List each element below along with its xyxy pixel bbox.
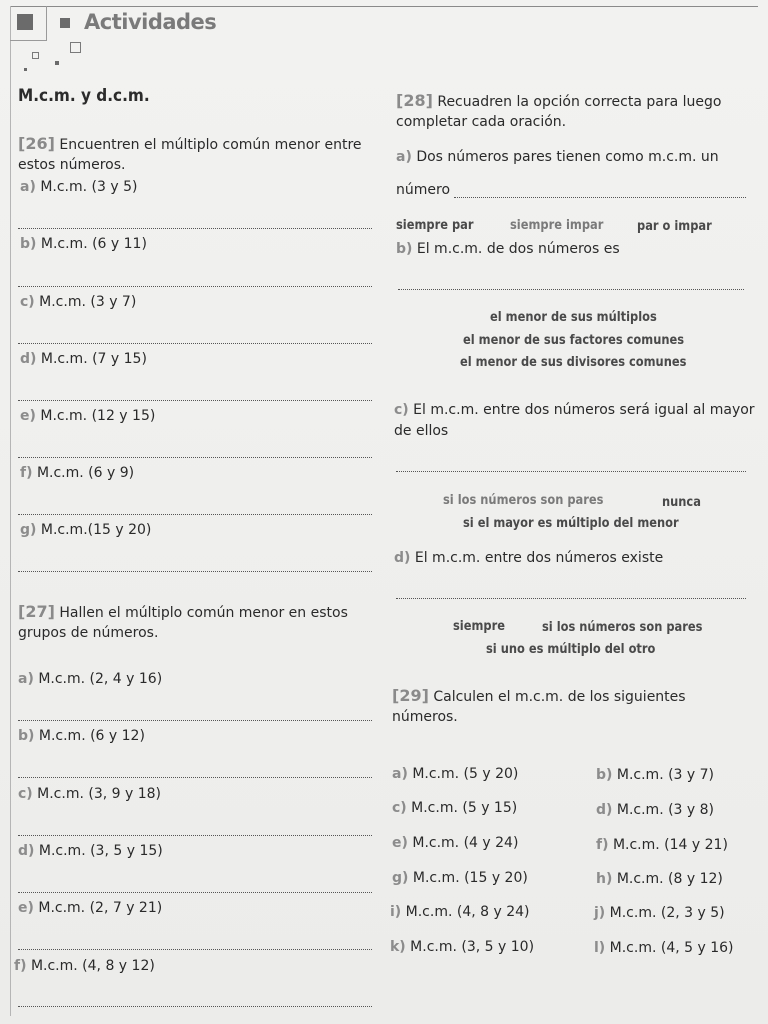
option-choice[interactable]: si el mayor es múltiplo del menor (463, 516, 679, 531)
exercise-item: c) M.c.m. (3, 9 y 18) (18, 786, 162, 802)
option-choice[interactable]: nunca (662, 495, 701, 510)
exercise-item: a) M.c.m. (3 y 5) (20, 179, 138, 195)
exercise-item: b) M.c.m. (3 y 7) (596, 767, 715, 783)
exercise-item: g) M.c.m.(15 y 20) (20, 522, 152, 538)
answer-line[interactable] (18, 949, 372, 950)
square-bullet-icon (60, 18, 70, 28)
answer-line[interactable] (18, 400, 372, 401)
instruction-text: Encuentren el múltiplo común menor entre (59, 137, 362, 153)
left-rule (10, 6, 11, 1016)
decor-square-icon (55, 61, 59, 65)
instruction-text: números. (392, 709, 458, 725)
option-choice[interactable]: si los números son pares (443, 493, 604, 508)
answer-line[interactable] (18, 286, 372, 287)
activity-number: [29] (392, 686, 429, 705)
exercise-item-continuation: de ellos (394, 423, 449, 439)
option-choice[interactable]: par o impar (637, 219, 712, 234)
decor-square-icon (24, 68, 27, 71)
option-choice[interactable]: siempre (453, 619, 506, 634)
exercise-item: b) M.c.m. (6 y 11) (20, 236, 147, 252)
exercise-item: k) M.c.m. (3, 5 y 10) (390, 939, 535, 955)
answer-line[interactable] (18, 228, 372, 229)
activity-29-instruction (392, 685, 686, 708)
answer-line[interactable] (18, 1006, 372, 1007)
exercise-item: e) M.c.m. (2, 7 y 21) (18, 900, 163, 916)
exercise-item: b) El m.c.m. de dos números es (396, 241, 620, 257)
option-choice[interactable]: siempre par (396, 218, 474, 233)
answer-line[interactable] (18, 571, 372, 572)
instruction-text: estos números. (18, 157, 126, 173)
option-choice[interactable]: siempre impar (510, 218, 604, 233)
exercise-item: a) Dos números pares tienen como m.c.m. un (396, 149, 719, 165)
instruction-text: completar cada oración. (396, 114, 567, 130)
instruction-text: Calculen el m.c.m. de los siguientes (433, 689, 686, 705)
exercise-item: b) M.c.m. (6 y 12) (18, 728, 145, 744)
answer-line[interactable] (454, 197, 746, 198)
top-rule (10, 6, 758, 7)
option-choice[interactable]: si los números son pares (542, 620, 703, 635)
exercise-item-continuation: número (396, 182, 451, 198)
exercise-item: j) M.c.m. (2, 3 y 5) (594, 905, 725, 921)
square-bullet-icon (17, 14, 33, 30)
exercise-item: d) El m.c.m. entre dos números existe (394, 550, 664, 566)
section-title: M.c.m. y d.c.m. (18, 86, 150, 106)
exercise-item: g) M.c.m. (15 y 20) (392, 870, 528, 886)
activity-number: [26] (18, 134, 55, 153)
exercise-item: a) M.c.m. (5 y 20) (392, 766, 519, 782)
answer-line[interactable] (18, 457, 372, 458)
exercise-item: d) M.c.m. (3, 5 y 15) (18, 843, 163, 859)
exercise-item: i) M.c.m. (4, 8 y 24) (390, 904, 530, 920)
exercise-item: e) M.c.m. (4 y 24) (392, 835, 519, 851)
exercise-item: a) M.c.m. (2, 4 y 16) (18, 671, 163, 687)
instruction-text: Hallen el múltiplo común menor en estos (59, 605, 348, 621)
exercise-item: f) M.c.m. (14 y 21) (596, 837, 728, 853)
activity-number: [28] (396, 91, 433, 110)
exercise-item: d) M.c.m. (3 y 8) (596, 802, 715, 818)
option-choice[interactable]: el menor de sus múltiplos (490, 310, 657, 325)
activity-26-instruction (18, 133, 362, 156)
answer-line[interactable] (396, 471, 746, 472)
exercise-item: f) M.c.m. (4, 8 y 12) (14, 958, 155, 974)
answer-line[interactable] (18, 777, 372, 778)
exercise-item: e) M.c.m. (12 y 15) (20, 408, 156, 424)
exercise-item: l) M.c.m. (4, 5 y 16) (594, 940, 734, 956)
activity-number: [27] (18, 602, 55, 621)
answer-line[interactable] (396, 598, 746, 599)
instruction-text: Recuadren la opción correcta para luego (437, 94, 722, 110)
exercise-item: c) El m.c.m. entre dos números será igual al mayor (394, 402, 755, 418)
activity-27-instruction (18, 601, 348, 624)
exercise-item: d) M.c.m. (7 y 15) (20, 351, 147, 367)
option-choice[interactable]: el menor de sus divisores comunes (460, 355, 687, 370)
exercise-item: c) M.c.m. (5 y 15) (392, 800, 518, 816)
answer-line[interactable] (18, 892, 372, 893)
answer-line[interactable] (18, 343, 372, 344)
option-choice[interactable]: si uno es múltiplo del otro (486, 642, 656, 657)
answer-line[interactable] (18, 514, 372, 515)
answer-line[interactable] (18, 720, 372, 721)
instruction-text: grupos de números. (18, 625, 159, 641)
decor-square-icon (70, 42, 81, 53)
exercise-item: f) M.c.m. (6 y 9) (20, 465, 135, 481)
exercise-item: h) M.c.m. (8 y 12) (596, 871, 723, 887)
exercise-item: c) M.c.m. (3 y 7) (20, 294, 137, 310)
page-header-title: Actividades (84, 10, 217, 34)
answer-line[interactable] (18, 835, 372, 836)
answer-line[interactable] (398, 289, 744, 290)
decor-square-icon (32, 52, 39, 59)
activity-28-instruction (396, 90, 721, 113)
option-choice[interactable]: el menor de sus factores comunes (463, 333, 685, 348)
